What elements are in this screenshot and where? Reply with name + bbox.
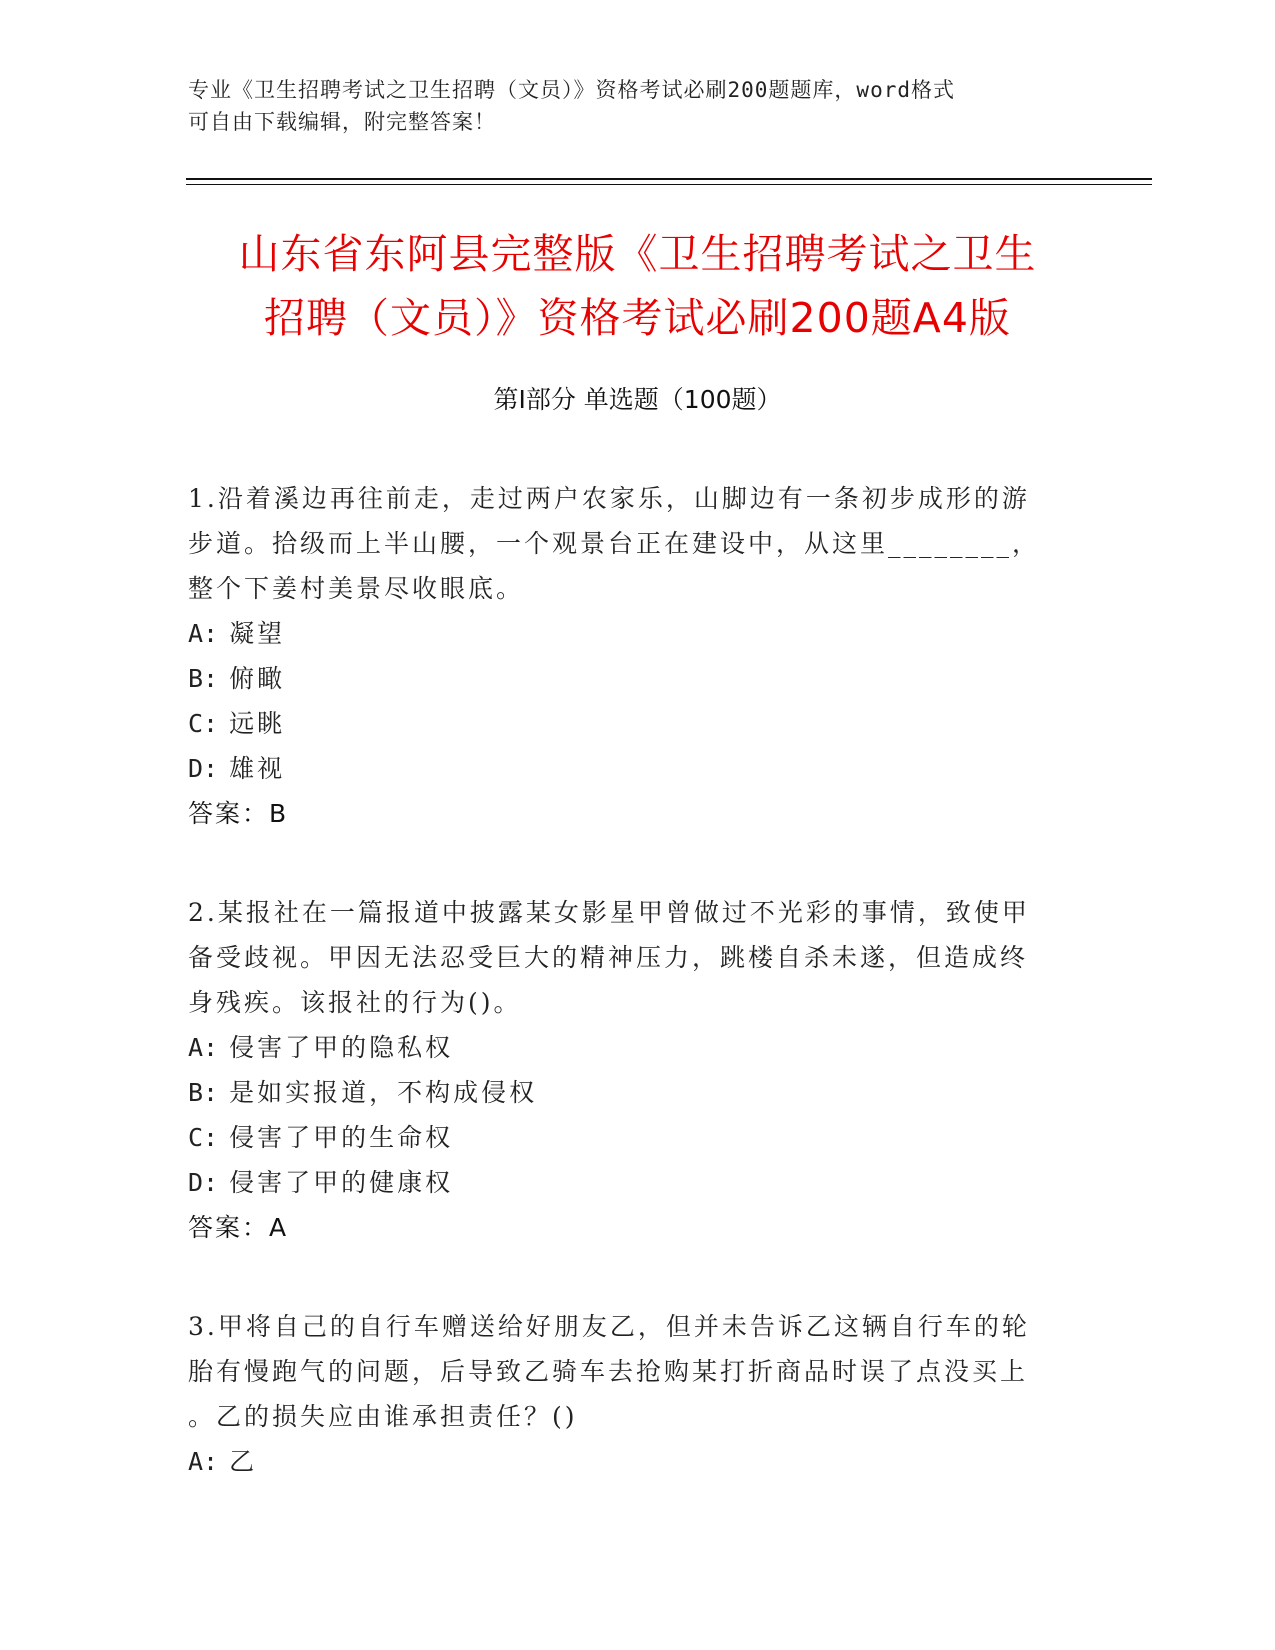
option-text: 俯瞰 [229,664,286,693]
question-spacer [188,836,1068,890]
option-a [188,1025,1068,1070]
answer-line: 答案：A [188,1213,289,1242]
option-text: 侵害了甲的健康权 [229,1168,454,1197]
option-d [188,1160,1068,1205]
option-d [188,746,1068,791]
question-stem-line: 。乙的损失应由谁承担责任？() [188,1402,578,1431]
document-title [150,222,1125,350]
question-stem-line: 3.甲将自己的自行车赠送给好朋友乙，但并未告诉乙这辆自行车的轮 [188,1312,1030,1341]
option-b [188,1070,1068,1115]
question-spacer [188,1250,1068,1304]
option-text: 凝望 [229,619,286,648]
header-divider-thick [186,178,1152,180]
document-title-line-1: 山东省东阿县完整版《卫生招聘考试之卫生 [238,230,1037,278]
option-c [188,1115,1068,1160]
question-stem-line: 胎有慢跑气的问题，后导致乙骑车去抢购某打折商品时误了点没买上 [188,1357,1029,1386]
option-letter: B: [188,664,219,693]
question-stem-line: 1.沿着溪边再往前走，走过两户农家乐，山脚边有一条初步成形的游 [188,484,1030,513]
section-title: 第Ⅰ部分 单选题（100题） [493,385,782,414]
option-text: 侵害了甲的生命权 [229,1123,454,1152]
header-note-line-1: 专业《卫生招聘考试之卫生招聘（文员）》资格考试必刷200题题库，word格式 [188,78,955,102]
question-stem-line: 身残疾。该报社的行为()。 [188,988,522,1017]
header-note [188,74,1068,138]
option-b [188,656,1068,701]
answer-line: 答案：B [188,799,289,828]
option-letter: A: [188,1447,219,1476]
question-1 [188,476,1068,836]
option-text: 雄视 [229,754,286,783]
question-2 [188,890,1068,1250]
header-note-line-2: 可自由下载编辑，附完整答案！ [188,110,496,134]
question-stem-line: 整个下姜村美景尽收眼底。 [188,574,525,603]
question-3 [188,1304,1068,1484]
option-text: 是如实报道，不构成侵权 [229,1078,538,1107]
option-letter: C: [188,1123,219,1152]
header-divider-thin [186,184,1152,185]
option-letter: D: [188,754,219,783]
option-text: 乙 [229,1447,258,1476]
option-text: 远眺 [229,709,286,738]
option-a [188,611,1068,656]
option-letter: A: [188,619,219,648]
document-title-line-2: 招聘（文员）》资格考试必刷200题A4版 [264,294,1011,342]
option-letter: D: [188,1168,219,1197]
option-a [188,1439,1068,1484]
option-letter: A: [188,1033,219,1062]
question-stem-line: 步道。拾级而上半山腰，一个观景台正在建设中，从这里________， [188,529,1041,558]
option-c [188,701,1068,746]
question-stem-line: 备受歧视。甲因无法忍受巨大的精神压力，跳楼自杀未遂，但造成终 [188,943,1029,972]
question-stem-line: 2.某报社在一篇报道中披露某女影星甲曾做过不光彩的事情，致使甲 [188,898,1030,927]
option-text: 侵害了甲的隐私权 [229,1033,454,1062]
option-letter: B: [188,1078,219,1107]
option-letter: C: [188,709,219,738]
question-list [188,476,1068,1484]
